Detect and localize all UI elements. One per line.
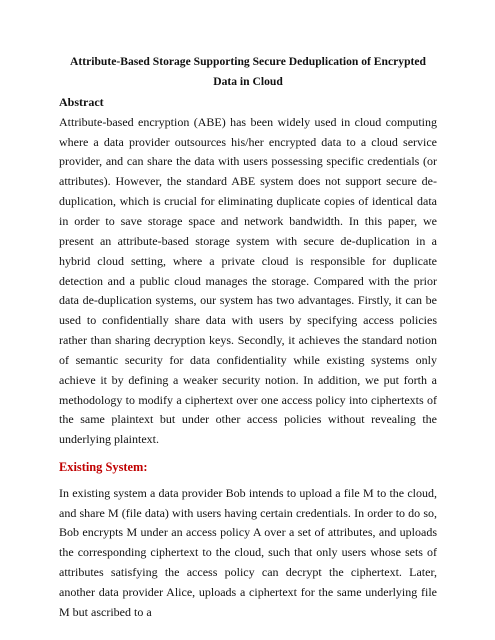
abstract-heading: Abstract bbox=[59, 95, 104, 110]
existing-system-heading: Existing System: bbox=[59, 460, 148, 475]
existing-system-paragraph: In existing system a data provider Bob intends to upload a file M to the cloud, and share M (file data) with users having certain credentials. In order to do so, Bob encrypts M under an access policy A over a set of attributes, and uploads the corresponding ciphertext to the cloud, such that only users whose sets of attributes satisfying the access policy can decrypt the ciphertext. Later, another data provider Alice, uploads a ciphertext for the same underlying file M but ascribed to a bbox=[59, 485, 437, 619]
abstract-paragraph: Attribute-based encryption (ABE) has been widely used in cloud computing where a data provider outsources his/her encrypted data to a cloud service provider, and can share the data with users possessing specific credentials (or attributes). However, the standard ABE system does not support secure de-duplication, which is crucial for eliminating duplicate copies of identical data in order to save storage space and network bandwidth. In this paper, we present an attribute-based storage system with secure de-duplication in a hybrid cloud setting, where a private cloud is responsible for duplicate detection and a public cloud manages the storage. Compared with the prior data de-duplication systems, our system has two advantages. Firstly, it can be used to confidentially share data with users by specifying access policies rather than sharing decryption keys. Secondly, it achieves the standard notion of semantic security for data confidentiality while existing systems only achieve it by defining a weaker security notion. In addition, we put forth a methodology to modify a ciphertext over one access policy into ciphertexts of the same plaintext but under other access policies without revealing the underlying plaintext. bbox=[59, 114, 437, 447]
document-title: Attribute-Based Storage Supporting Secure Deduplication of Encrypted Data in Cloud bbox=[70, 55, 426, 88]
document-page bbox=[59, 52, 437, 623]
